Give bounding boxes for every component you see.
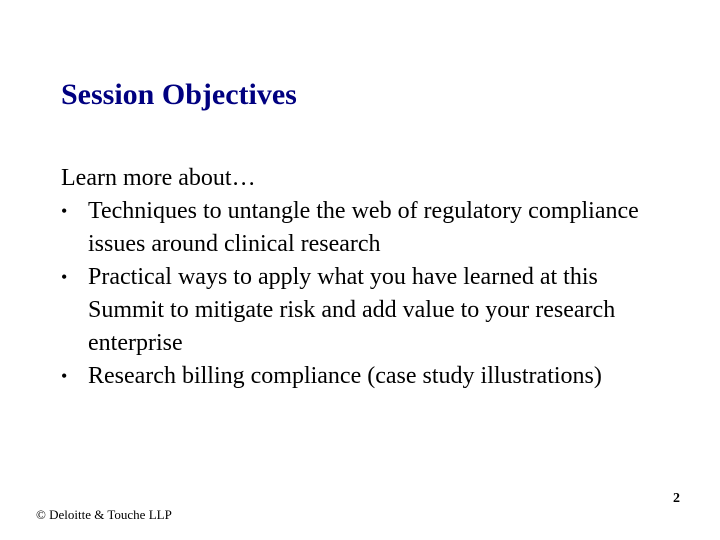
copyright-footer: © Deloitte & Touche LLP xyxy=(36,507,172,522)
bullet-icon: • xyxy=(61,366,68,386)
bullet-text: Techniques to untangle the web of regulatory compliance issues around clinical research xyxy=(88,198,639,257)
slide-content xyxy=(61,162,661,393)
bullet-list xyxy=(61,195,661,393)
intro-text: Learn more about… xyxy=(61,165,256,191)
bullet-icon: • xyxy=(61,201,68,221)
bullet-item xyxy=(61,261,661,360)
bullet-text: Practical ways to apply what you have learned at this Summit to mitigate risk and add value to your research enterprise xyxy=(88,264,616,356)
bullet-icon: • xyxy=(61,267,68,287)
bullet-text: Research billing compliance (case study illustrations) xyxy=(88,363,602,389)
bullet-item xyxy=(61,360,661,393)
page-number: 2 xyxy=(673,491,680,506)
bullet-item xyxy=(61,195,661,261)
slide-title: Session Objectives xyxy=(61,78,297,111)
